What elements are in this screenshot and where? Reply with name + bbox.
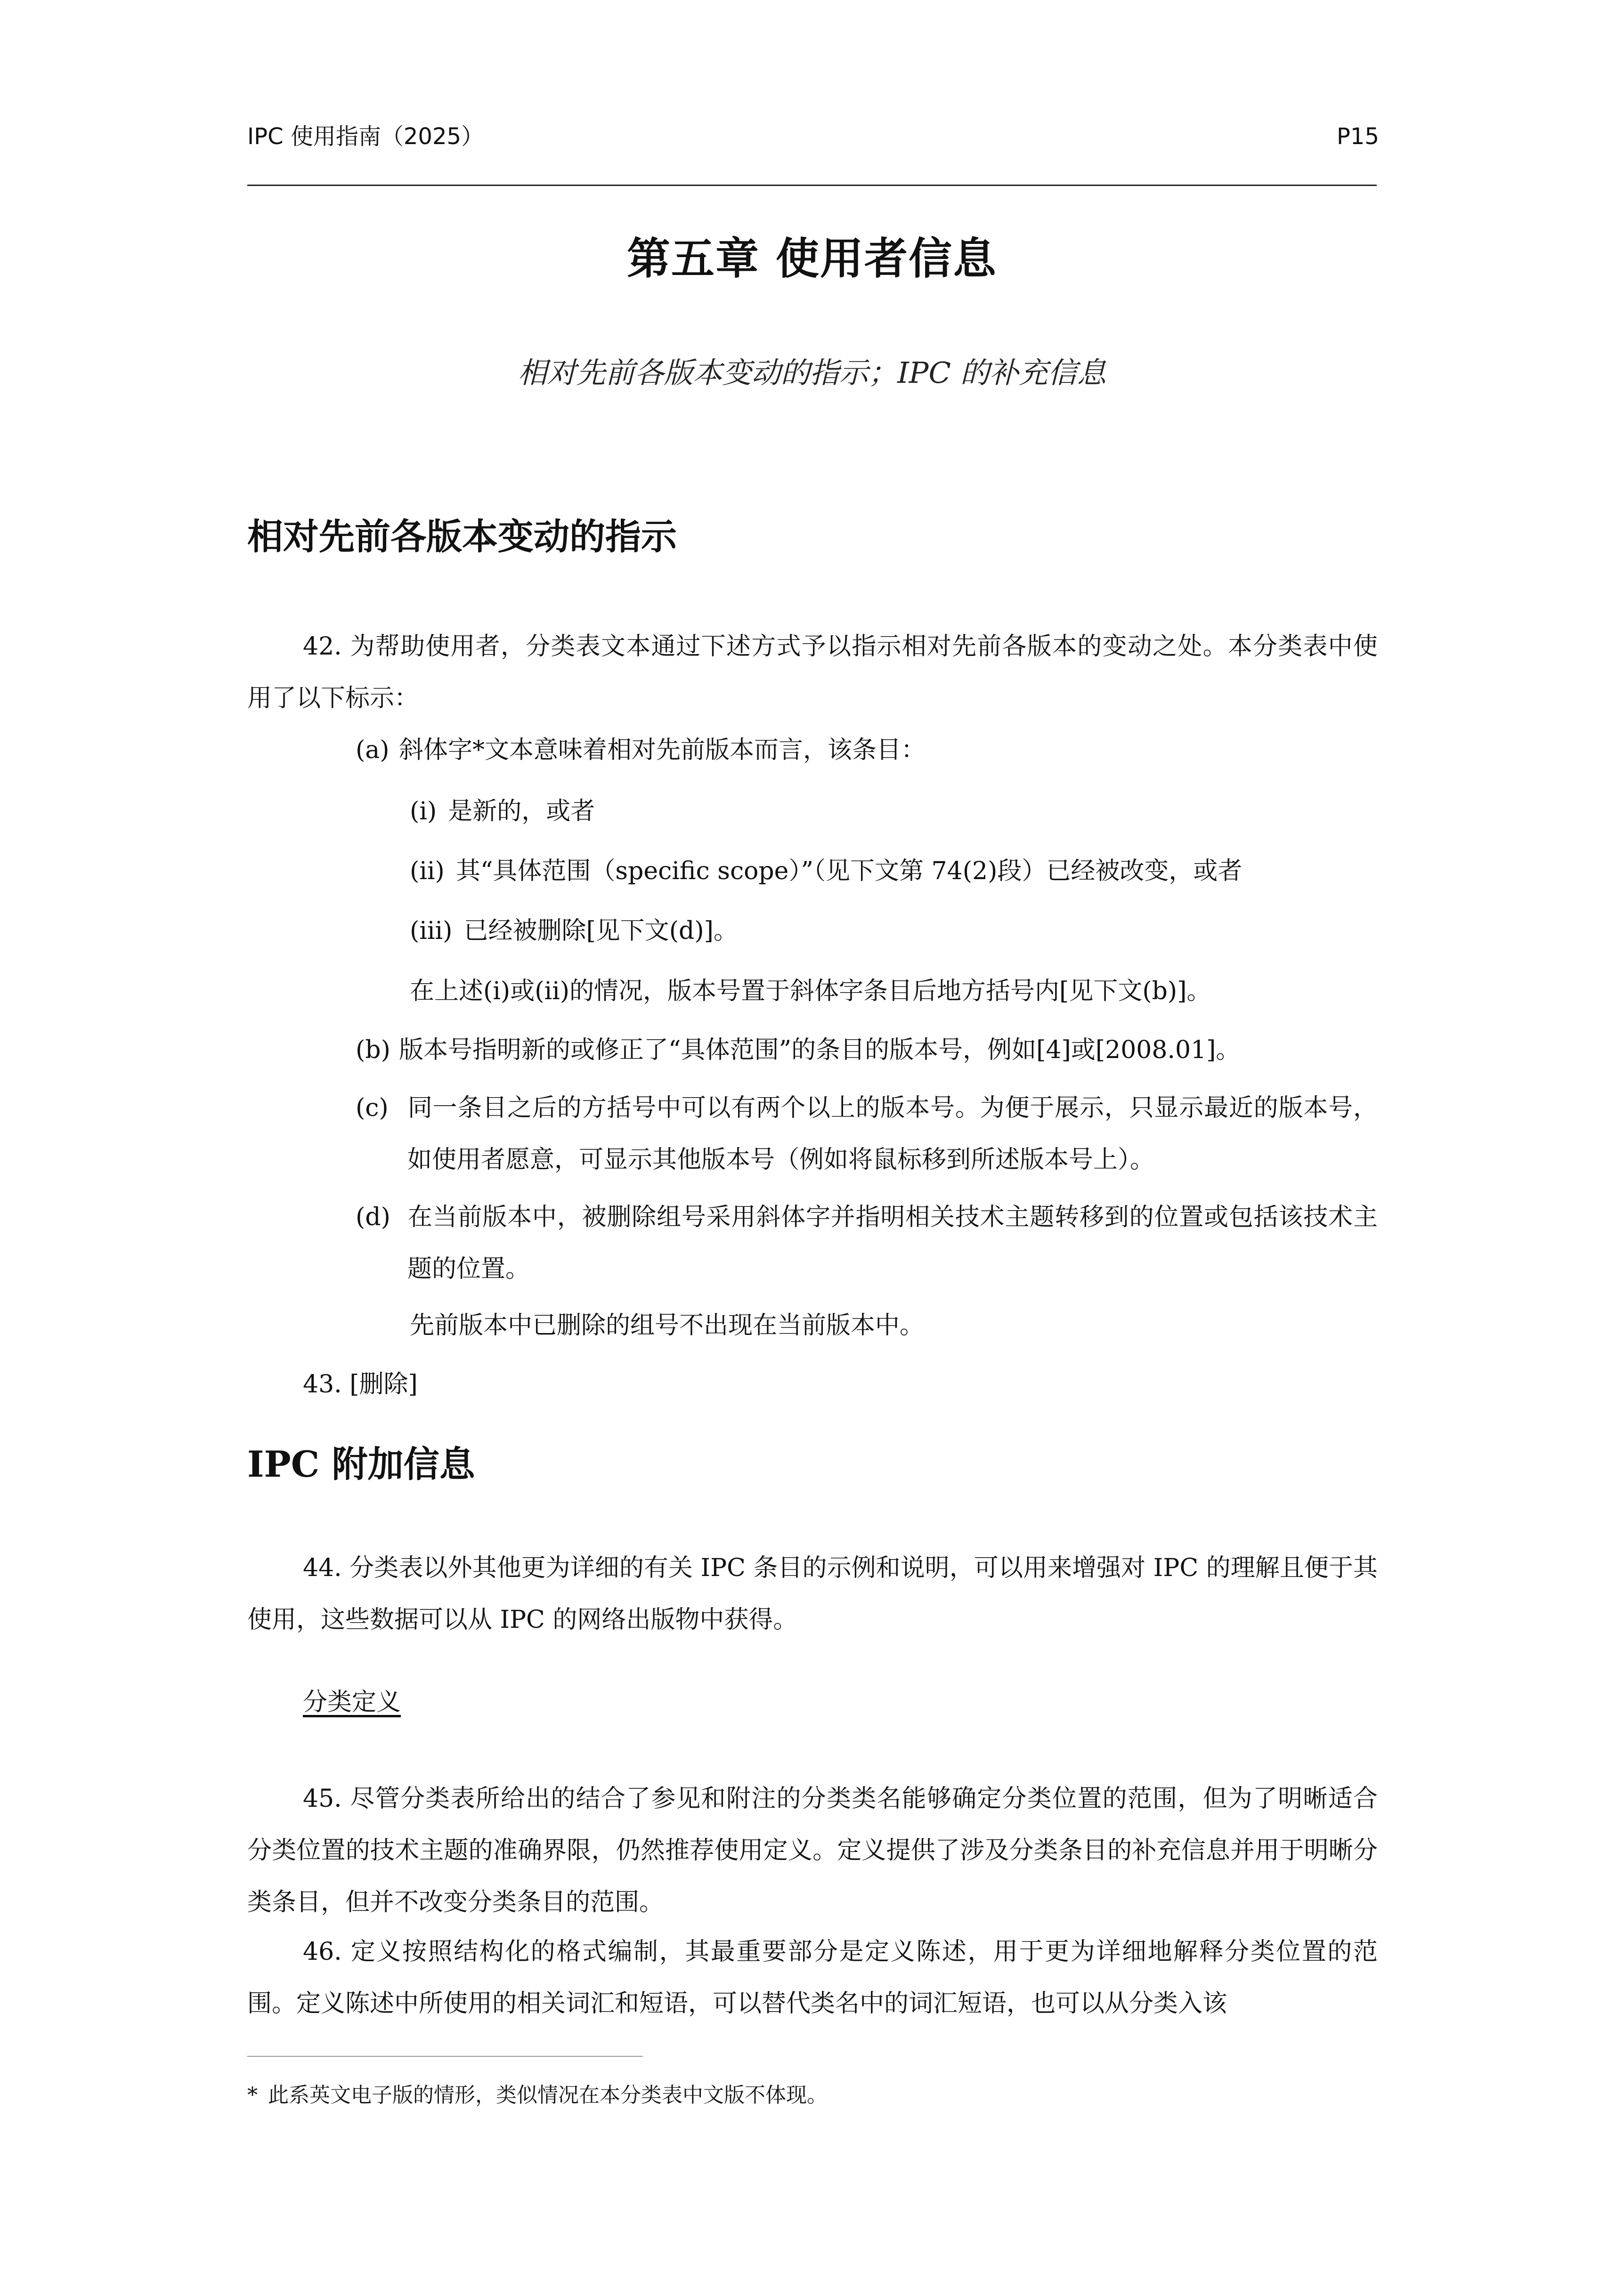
list-item-c [356,1082,1378,1186]
list-item-label: (b) [356,1036,390,1064]
sub-item-label: (iii) [410,917,453,945]
sub-item-label: (ii) [410,857,445,885]
note-after-d: 先前版本中已删除的组号不出现在当前版本中。 [410,1311,925,1340]
paragraph-46: 46. 定义按照结构化的格式编制，其最重要部分是定义陈述，用于更为详细地解释分类位置的范围。定义陈述中所使用的相关词汇和短语，可以替代类名中的词汇短语，也可以从分类入该 [247,1938,1378,2018]
list-item-text: 斜体字*文本意味着相对先前版本而言，该条目： [399,736,926,764]
sub-item-text: 已经被删除[见下文(d)]。 [463,917,738,945]
chapter-title: 第五章 使用者信息 [626,234,998,284]
sub-item-i [410,785,1378,837]
paragraph-42: 42. 为帮助使用者，分类表文本通过下述方式予以指示相对先前各版本的变动之处。本分类表中使用了以下标示： [247,632,1378,712]
chapter-subtitle: 相对先前各版本变动的指示；IPC 的补充信息 [518,356,1106,390]
note-after-a: 在上述(i)或(ii)的情况，版本号置于斜体字条目后地方括号内[见下文(b)]。 [410,977,1211,1005]
running-header-title: IPC 使用指南（2025） [247,123,484,150]
list-item-text: 在当前版本中，被删除组号采用斜体字并指明相关技术主题转移到的位置或包括该技术主题的位置。 [407,1203,1378,1283]
list-item-label: (c) [356,1094,389,1122]
header-rule [247,185,1377,186]
list-item-label: (d) [356,1203,390,1231]
paragraph-43: 43. [删除] [303,1370,418,1399]
list-item-text: 同一条目之后的方括号中可以有两个以上的版本号。为便于展示，只显示最近的版本号，如使用者愿意，可显示其他版本号（例如将鼠标移到所述版本号上）。 [407,1094,1378,1174]
page-number: P15 [1336,123,1379,150]
section-heading-changes: 相对先前各版本变动的指示 [247,516,677,558]
footnote [247,2080,828,2110]
paragraph-44: 44. 分类表以外其他更为详细的有关 IPC 条目的示例和说明，可以用来增强对 IPC 的理解且便于其使用，这些数据可以从 IPC 的网络出版物中获得。 [247,1554,1378,1634]
footnote-text: 此系英文电子版的情形，类似情况在本分类表中文版不体现。 [268,2083,828,2107]
sub-item-text: 是新的，或者 [448,797,595,825]
sub-item-ii [410,845,1378,897]
list-item-text: 版本号指明新的或修正了“具体范围”的条目的版本号，例如[4]或[2008.01]。 [399,1036,1241,1064]
list-item-label: (a) [356,736,390,764]
list-item-d [356,1191,1378,1295]
paragraph-45: 45. 尽管分类表所给出的结合了参见和附注的分类类名能够确定分类位置的范围，但为了明晰适合分类位置的技术主题的准确界限，仍然推荐使用定义。定义提供了涉及分类条目的补充信息并用于明晰分类条目，但并不改变分类条目的范围。 [247,1785,1378,1916]
sub-item-label: (i) [410,797,437,825]
section-heading-additional: IPC 附加信息 [247,1443,475,1485]
list-item-a [356,724,1378,776]
footnote-rule [247,2056,643,2057]
footnote-mark: * [247,2083,258,2107]
sub-item-text: 其“具体范围（specific scope）”（见下文第 74(2)段）已经被改变，或者 [455,857,1242,885]
sub-item-iii [410,905,1378,957]
subheading-definitions: 分类定义 [303,1688,401,1716]
list-item-b [356,1024,1378,1076]
